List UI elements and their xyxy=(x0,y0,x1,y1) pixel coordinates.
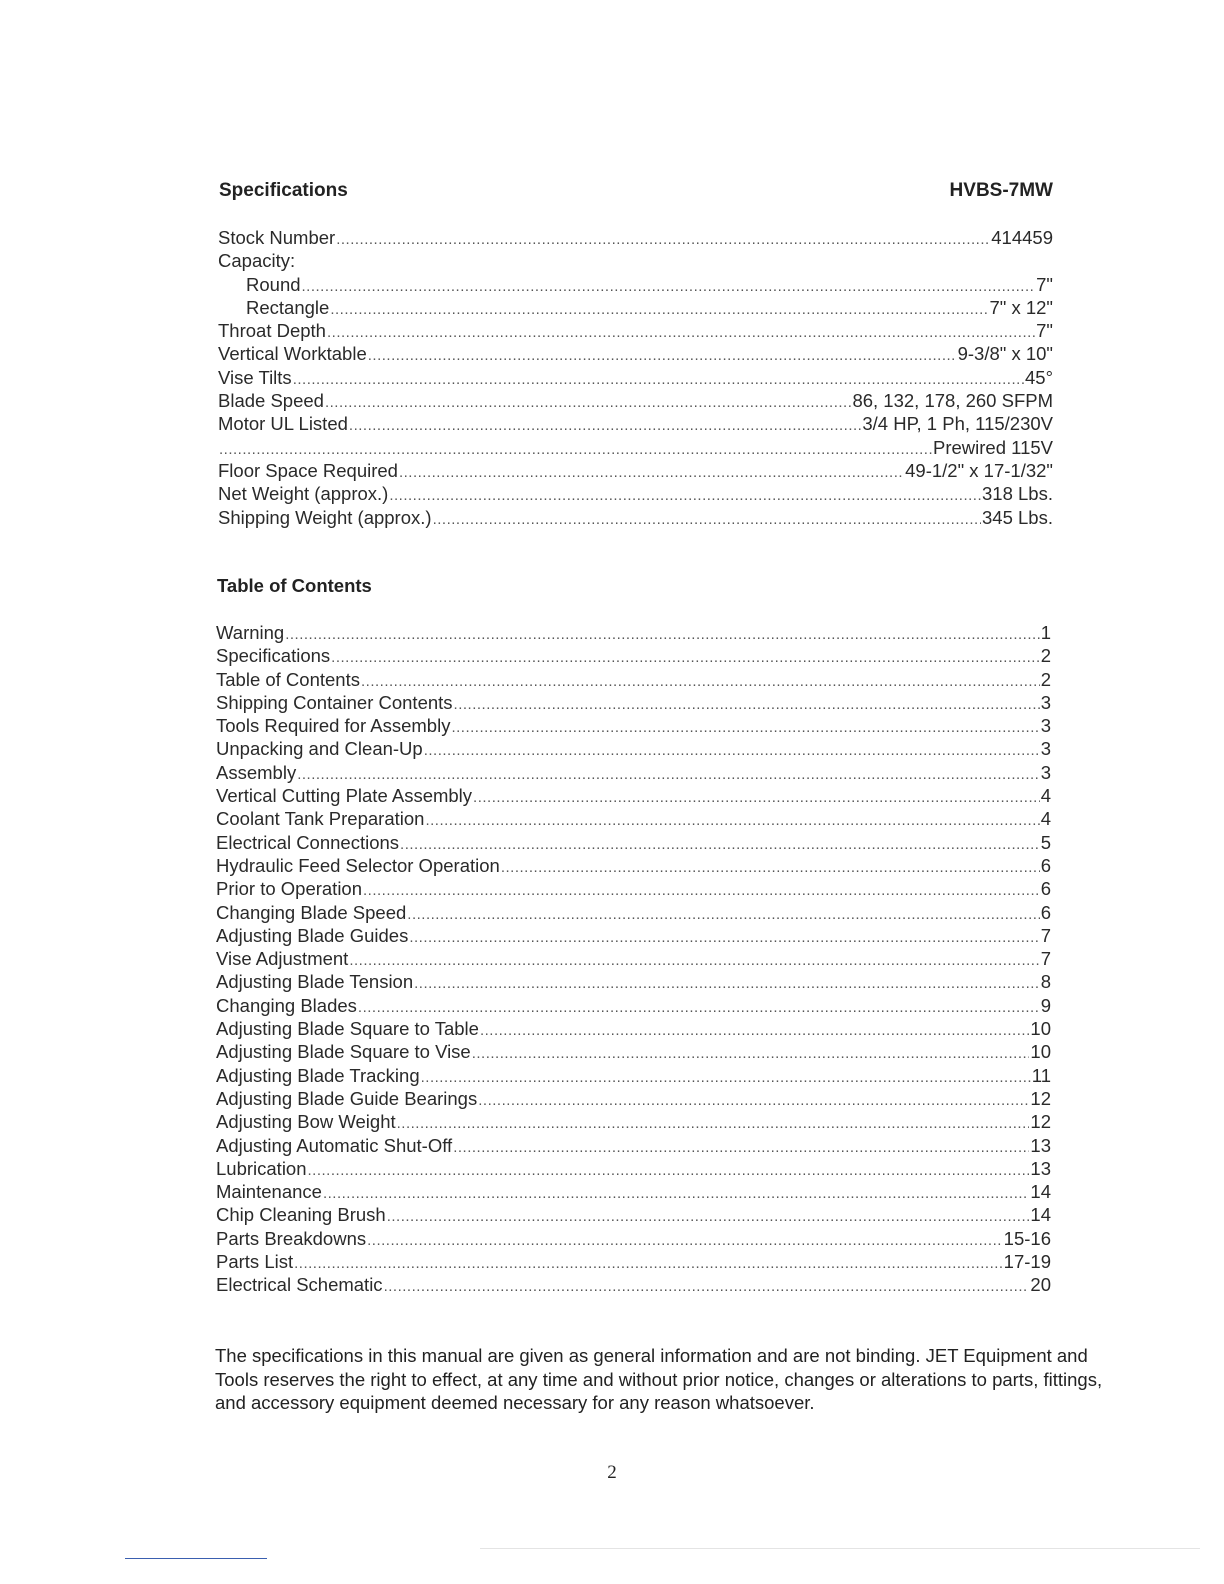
toc-entry-value: 5 xyxy=(1040,831,1051,853)
dot-leader xyxy=(480,1019,1029,1042)
toc-entry-value: 6 xyxy=(1040,878,1051,900)
dot-leader xyxy=(409,926,1039,949)
spec-row xyxy=(218,412,1053,435)
spec-row-label: Vertical Worktable xyxy=(218,343,367,365)
spec-row-label: Net Weight (approx.) xyxy=(218,483,389,505)
model-number: HVBS-7MW xyxy=(949,180,1053,201)
specifications-header xyxy=(219,180,1053,202)
toc-entry xyxy=(216,1273,1051,1296)
toc-entry-label: Coolant Tank Preparation xyxy=(216,808,425,830)
dot-leader xyxy=(323,1182,1029,1205)
toc-entry-value: 17-19 xyxy=(1003,1251,1051,1273)
toc-entry-label: Changing Blade Speed xyxy=(216,901,407,923)
toc-entry-value: 20 xyxy=(1030,1274,1051,1296)
spec-row xyxy=(218,389,1053,412)
toc-entry xyxy=(216,1250,1051,1273)
dot-leader xyxy=(330,298,988,321)
toc-entry-value: 1 xyxy=(1040,622,1051,643)
spec-row xyxy=(218,436,1053,459)
toc-entry-value: 9 xyxy=(1040,994,1051,1016)
toc-entry-label: Vertical Cutting Plate Assembly xyxy=(216,785,473,807)
toc-entry-label: Shipping Container Contents xyxy=(216,691,453,713)
dot-leader xyxy=(387,1205,1030,1228)
spec-row-value: 9-3/8" x 10" xyxy=(957,343,1053,365)
dot-leader xyxy=(368,344,957,367)
toc-entry-label: Tools Required for Assembly xyxy=(216,715,451,737)
dot-leader xyxy=(308,1159,1030,1182)
spec-row xyxy=(218,296,1053,319)
toc-entry-value: 3 xyxy=(1040,761,1051,783)
toc-entry-label: Adjusting Blade Square to Table xyxy=(216,1018,479,1040)
toc-entry-label: Vise Adjustment xyxy=(216,948,349,970)
toc-entry xyxy=(216,737,1051,760)
toc-entry-value: 10 xyxy=(1030,1018,1051,1040)
dot-leader xyxy=(472,1042,1030,1065)
dot-leader xyxy=(453,1136,1029,1159)
toc-entry xyxy=(216,807,1051,830)
toc-entry-value: 10 xyxy=(1030,1041,1051,1063)
toc-entry-label: Table of Contents xyxy=(216,668,360,690)
toc-entry xyxy=(216,924,1051,947)
dot-leader xyxy=(433,508,981,531)
toc-entry-label: Adjusting Bow Weight xyxy=(216,1111,396,1133)
disclaimer-text: The specifications in this manual are given as general information and are not binding. JET Equipment and Tools reserves the right to effect, at any time and without prior notice, changes or alterations to parts, fittings, and accessory equipment deemed necessary for any reason whatsoever. xyxy=(215,1345,1103,1413)
spec-row-label: Vise Tilts xyxy=(218,366,292,388)
spec-row-value: 345 Lbs. xyxy=(982,506,1053,528)
dot-leader xyxy=(473,786,1040,809)
dot-leader xyxy=(367,1229,1003,1252)
toc-entry-value: 14 xyxy=(1030,1181,1051,1203)
dot-leader xyxy=(294,1252,1003,1275)
toc-entry-label: Warning xyxy=(216,622,285,643)
toc-entry-label: Hydraulic Feed Selector Operation xyxy=(216,854,500,876)
toc-entry xyxy=(216,1087,1051,1110)
toc-entry-value: 15-16 xyxy=(1003,1227,1051,1249)
footer-rule xyxy=(125,1558,267,1559)
toc-entry-value: 12 xyxy=(1030,1111,1051,1133)
toc-entry xyxy=(216,621,1051,644)
toc-entry-value: 3 xyxy=(1040,738,1051,760)
dot-leader xyxy=(425,809,1039,832)
spec-row-label: Rectangle xyxy=(246,296,330,318)
toc-entry-label: Adjusting Automatic Shut-Off xyxy=(216,1134,453,1156)
toc-entry-label: Adjusting Blade Tension xyxy=(216,971,414,993)
toc-entry xyxy=(216,691,1051,714)
toc-entry-value: 11 xyxy=(1031,1064,1051,1086)
toc-entry xyxy=(216,901,1051,924)
toc-entry-label: Adjusting Blade Guides xyxy=(216,924,409,946)
dot-leader xyxy=(389,484,981,507)
toc-entry xyxy=(216,877,1051,900)
toc-entry xyxy=(216,1180,1051,1203)
toc-entry-value: 3 xyxy=(1040,691,1051,713)
dot-leader xyxy=(501,856,1040,879)
spec-row xyxy=(218,342,1053,365)
dot-leader xyxy=(363,879,1040,902)
dot-leader xyxy=(293,368,1024,391)
spec-row xyxy=(218,319,1053,342)
dot-leader xyxy=(358,996,1040,1019)
dot-leader xyxy=(219,438,932,461)
toc-entry-value: 4 xyxy=(1040,808,1051,830)
spec-row-label: Capacity: xyxy=(218,250,296,272)
toc-entry-value: 3 xyxy=(1040,715,1051,737)
spec-row-label: Round xyxy=(246,273,301,295)
dot-leader xyxy=(302,275,1036,298)
toc-entry xyxy=(216,1157,1051,1180)
dot-leader xyxy=(331,646,1040,669)
toc-entry xyxy=(216,761,1051,784)
toc-entry xyxy=(216,994,1051,1017)
dot-leader xyxy=(421,1066,1031,1089)
dot-leader xyxy=(424,739,1040,762)
toc-entry-value: 14 xyxy=(1030,1204,1051,1226)
spec-row-value: 7" x 12" xyxy=(989,296,1053,318)
spec-row-value: 414459 xyxy=(991,227,1053,248)
spec-row xyxy=(218,366,1053,389)
spec-row-value: 7" xyxy=(1036,320,1053,342)
toc-entry xyxy=(216,947,1051,970)
toc-entry-value: 13 xyxy=(1030,1157,1051,1179)
toc-entry-label: Adjusting Blade Tracking xyxy=(216,1064,420,1086)
spec-row-label: Motor UL Listed xyxy=(218,413,348,435)
toc-entry-value: 6 xyxy=(1040,854,1051,876)
spec-row-value: 49-1/2" x 17-1/32" xyxy=(905,459,1053,481)
dot-leader xyxy=(361,670,1040,693)
toc-entry-value: 2 xyxy=(1040,645,1051,667)
toc-entry-value: 4 xyxy=(1040,785,1051,807)
toc-entry xyxy=(216,1203,1051,1226)
dot-leader xyxy=(297,763,1040,786)
toc-entry xyxy=(216,1064,1051,1087)
toc-list xyxy=(216,621,1051,1297)
toc-title: Table of Contents xyxy=(217,575,372,596)
toc-entry-label: Parts List xyxy=(216,1251,294,1273)
dot-leader xyxy=(397,1112,1030,1135)
toc-entry xyxy=(216,1040,1051,1063)
dot-leader xyxy=(336,228,990,251)
spec-row-value: 3/4 HP, 1 Ph, 115/230V xyxy=(862,413,1053,435)
toc-entry-value: 8 xyxy=(1040,971,1051,993)
toc-entry xyxy=(216,784,1051,807)
scan-artifact-line xyxy=(480,1548,1200,1549)
toc-entry-label: Specifications xyxy=(216,645,331,667)
spec-row-value: 45° xyxy=(1025,366,1053,388)
dot-leader xyxy=(349,949,1039,972)
dot-leader xyxy=(325,391,852,414)
toc-entry xyxy=(216,854,1051,877)
spec-row-value: 86, 132, 178, 260 SFPM xyxy=(852,390,1053,412)
dot-leader xyxy=(407,903,1039,926)
spec-row-value: 7" xyxy=(1036,273,1053,295)
toc-entry xyxy=(216,1110,1051,1133)
spec-row-value: 318 Lbs. xyxy=(982,483,1053,505)
spec-row xyxy=(218,249,1053,272)
toc-entry xyxy=(216,831,1051,854)
dot-leader xyxy=(285,623,1040,646)
spec-row-label: Shipping Weight (approx.) xyxy=(218,506,432,528)
toc-entry-label: Lubrication xyxy=(216,1157,307,1179)
dot-leader xyxy=(399,461,904,484)
toc-entry-value: 7 xyxy=(1040,924,1051,946)
spec-row-label: Throat Depth xyxy=(218,320,326,342)
specifications-list xyxy=(218,226,1053,529)
toc-entry-label: Maintenance xyxy=(216,1181,322,1203)
toc-entry xyxy=(216,970,1051,993)
toc-entry xyxy=(216,1134,1051,1157)
toc-entry xyxy=(216,1227,1051,1250)
spec-row-label: Stock Number xyxy=(218,227,336,248)
dot-leader xyxy=(327,321,1035,344)
toc-entry-label: Changing Blades xyxy=(216,994,357,1016)
toc-entry xyxy=(216,714,1051,737)
spec-row xyxy=(218,482,1053,505)
dot-leader xyxy=(478,1089,1029,1112)
toc-entry-value: 13 xyxy=(1030,1134,1051,1156)
toc-entry xyxy=(216,1017,1051,1040)
page-number: 2 xyxy=(607,1462,617,1483)
spec-row xyxy=(218,459,1053,482)
dot-leader xyxy=(451,716,1039,739)
dot-leader xyxy=(400,833,1040,856)
toc-entry-label: Adjusting Blade Square to Vise xyxy=(216,1041,471,1063)
toc-entry-value: 6 xyxy=(1040,901,1051,923)
toc-entry-label: Unpacking and Clean-Up xyxy=(216,738,423,760)
spec-row xyxy=(218,226,1053,249)
toc-entry-label: Assembly xyxy=(216,761,297,783)
toc-entry-label: Adjusting Blade Guide Bearings xyxy=(216,1087,478,1109)
dot-leader xyxy=(384,1275,1030,1298)
toc-entry-label: Parts Breakdowns xyxy=(216,1227,367,1249)
spec-row xyxy=(218,273,1053,296)
dot-leader xyxy=(349,414,861,437)
toc-entry-label: Electrical Connections xyxy=(216,831,400,853)
toc-entry-value: 2 xyxy=(1040,668,1051,690)
spec-row-label: Floor Space Required xyxy=(218,459,398,481)
dot-leader xyxy=(454,693,1040,716)
toc-entry xyxy=(216,668,1051,691)
toc-entry-label: Chip Cleaning Brush xyxy=(216,1204,386,1226)
toc-entry-label: Electrical Schematic xyxy=(216,1274,383,1296)
toc-entry-value: 12 xyxy=(1030,1087,1051,1109)
dot-leader xyxy=(414,972,1040,995)
spec-row-label: Blade Speed xyxy=(218,390,324,412)
spec-row xyxy=(218,506,1053,529)
spec-row-value: Prewired 115V xyxy=(933,436,1053,458)
toc-entry-value: 7 xyxy=(1040,948,1051,970)
toc-entry-label: Prior to Operation xyxy=(216,878,363,900)
specifications-title: Specifications xyxy=(219,180,348,201)
toc-entry xyxy=(216,644,1051,667)
